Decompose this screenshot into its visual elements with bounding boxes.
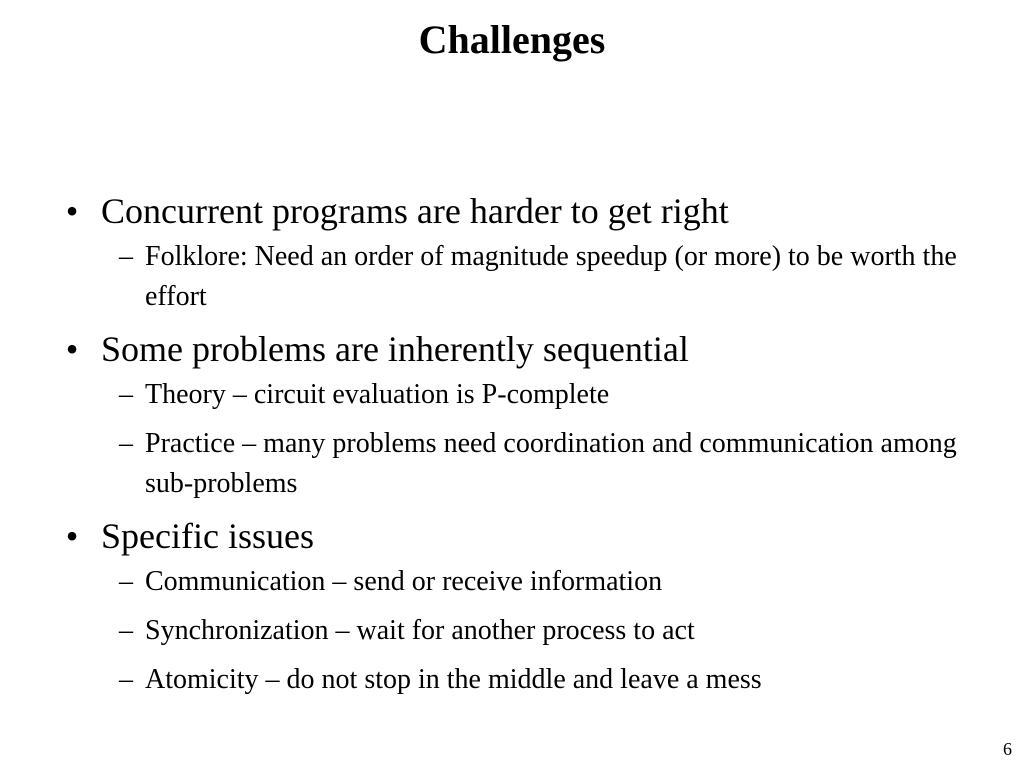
sub-bullet-item bbox=[0, 562, 1024, 602]
sub-bullet-text: Practice – many problems need coordination and communication among sub-problems bbox=[145, 428, 957, 499]
dash-icon: – bbox=[119, 428, 133, 459]
bullet-list bbox=[0, 188, 1024, 709]
bullet-dot-icon: • bbox=[65, 329, 79, 369]
bullet-text: Specific issues bbox=[101, 516, 314, 556]
bullet-item bbox=[0, 513, 1024, 700]
dash-icon: – bbox=[119, 379, 133, 410]
sub-bullet-list bbox=[0, 375, 1024, 504]
slide-title: Challenges bbox=[418, 17, 606, 62]
bullet-row bbox=[0, 326, 1024, 372]
sub-bullet-item bbox=[0, 660, 1024, 700]
bullet-row bbox=[0, 188, 1024, 234]
page-number: 6 bbox=[1003, 739, 1012, 759]
sub-bullet-text: Atomicity – do not stop in the middle and leave a mess bbox=[145, 664, 762, 695]
sub-bullet-item bbox=[0, 375, 1024, 415]
sub-bullet-item bbox=[0, 237, 1024, 317]
sub-bullet-text: Communication – send or receive information bbox=[145, 566, 663, 597]
dash-icon: – bbox=[119, 664, 133, 695]
bullet-item bbox=[0, 188, 1024, 317]
bullet-row bbox=[0, 513, 1024, 559]
dash-icon: – bbox=[119, 241, 133, 272]
bullet-text: Concurrent programs are harder to get right bbox=[101, 191, 729, 231]
sub-bullet-text: Folklore: Need an order of magnitude speedup (or more) to be worth the effort bbox=[145, 241, 957, 312]
dash-icon: – bbox=[119, 566, 133, 597]
sub-bullet-text: Synchronization – wait for another process to act bbox=[145, 615, 695, 646]
bullet-text: Some problems are inherently sequential bbox=[101, 329, 689, 369]
bullet-dot-icon: • bbox=[65, 516, 79, 556]
sub-bullet-list bbox=[0, 237, 1024, 317]
sub-bullet-list bbox=[0, 562, 1024, 700]
sub-bullet-item bbox=[0, 424, 1024, 504]
bullet-dot-icon: • bbox=[65, 191, 79, 231]
sub-bullet-item bbox=[0, 611, 1024, 651]
sub-bullet-text: Theory – circuit evaluation is P-complete bbox=[145, 379, 610, 410]
bullet-item bbox=[0, 326, 1024, 504]
dash-icon: – bbox=[119, 615, 133, 646]
